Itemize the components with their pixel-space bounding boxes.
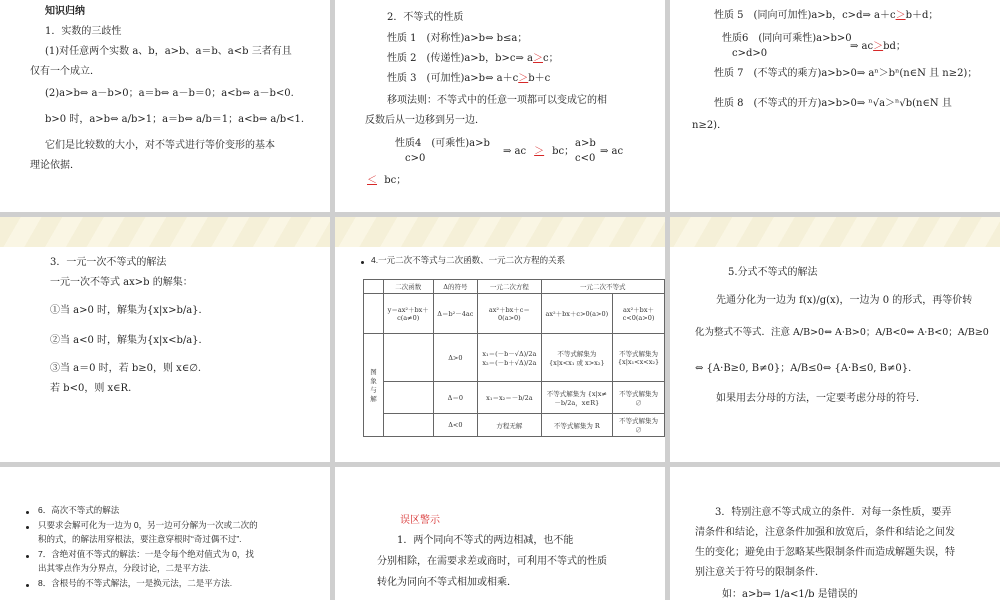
table-cell: 方程无解	[478, 414, 541, 437]
slide-knowledge-summary	[0, 0, 330, 212]
text-line: 仅有一个成立．	[30, 66, 100, 77]
text-line: 性质4 (可乘性)a>b	[395, 138, 490, 149]
text-line	[387, 53, 559, 66]
text-line: ①当 a>0 时，解集为{x|x>b/a}．	[50, 305, 209, 316]
text-line: 先通分化为一边为 f(x)/g(x)，一边为 0 的形式，再等价转	[716, 295, 973, 306]
text-line	[850, 41, 906, 54]
answer-blank: ＞	[534, 146, 545, 157]
list-item-cont: 出其零点作为分界点，分段讨论，二是平方法.	[38, 563, 211, 573]
text-line: 一元一次不等式 ax>b 的解集：	[50, 277, 193, 288]
text-line: c>0	[405, 153, 426, 164]
table-cell: 不等式解集为 {x|x<x₁ 或 x>x₂}	[541, 334, 612, 382]
table-cell: 不等式解集为 {x|x≠－b/2a，x∈R}	[541, 382, 612, 414]
text-line: a>b	[575, 138, 596, 149]
table-cell: 不等式解集为 ∅	[613, 414, 665, 437]
table-cell: 不等式解集为 {x|x₁<x<x₂}	[613, 334, 665, 382]
text-line: b>0 时，a>b⇔ a/b>1；a＝b⇔ a/b＝1；a<b⇔ a/b<1.	[45, 114, 305, 125]
text-part: b＋c	[528, 73, 551, 84]
text-line	[503, 146, 574, 159]
text-line: 3．特别注意不等式成立的条件．对每一条性质，要弄	[715, 507, 952, 518]
text-line: 性质6 (同向可乘性)a>b>0	[722, 33, 852, 44]
text-line: c<0	[575, 153, 596, 164]
table-header: 一元二次不等式	[541, 280, 664, 294]
text-part: bc；	[552, 146, 575, 157]
table-header: 一元二次方程	[478, 280, 541, 294]
text-line: 转化为同向不等式相加或相乘．	[377, 577, 517, 588]
table-cell: x₁＝(－b－√Δ)/2a x₂＝(－b＋√Δ)/2a	[478, 334, 541, 382]
text-line: 1．两个同向不等式的两边相减，也不能	[397, 535, 574, 546]
text-line: 它们是比较数的大小，对不等式进行等价变形的基本	[45, 140, 275, 151]
text-line: 如：a>b⇒ 1/a<1/b 是错误的	[722, 589, 858, 600]
text-line: 若 b<0，则 x∈R.	[50, 383, 132, 394]
slide-higher-order-inequality	[0, 467, 330, 600]
section-title: 知识归纳	[45, 6, 85, 17]
text-line: 性质 7 (不等式的乘方)a>b>0⇒ aⁿ＞bⁿ(n∈N 且 n≥2)；	[714, 68, 978, 79]
text-line: 性质 1 (对称性)a>b⇔ b≤a；	[387, 33, 528, 44]
text-line	[714, 10, 938, 23]
text-line: 别注意关于符号的限制条件．	[695, 567, 825, 578]
section-title: 误区警示	[400, 515, 440, 526]
slide-condition-notes	[670, 467, 1000, 600]
row-label: 图象与解	[364, 334, 384, 437]
slide-inequality-properties-2	[670, 0, 1000, 212]
text-line: 性质 8 (不等式的开方)a>b>0⇒ ⁿ√a＞ⁿ√b(n∈N 且	[714, 98, 952, 109]
text-part: 性质 3 (可加性)a>b⇔ a＋c	[387, 73, 519, 84]
text-line: (1)对任意两个实数 a、b，a>b、a＝b、a<b 三者有且	[45, 46, 292, 57]
bullet-dot	[26, 555, 29, 558]
relation-table	[363, 279, 665, 437]
bullet-dot	[361, 261, 364, 264]
slide-fractional-inequality	[670, 217, 1000, 462]
slide-linear-inequality	[0, 217, 330, 462]
list-item: 7．含绝对值不等式的解法：一是令每个绝对值式为 0，找	[38, 549, 254, 559]
text-line: 3．一元一次不等式的解法	[50, 257, 167, 268]
table-cell	[364, 280, 384, 294]
text-line: c>d>0	[732, 48, 768, 59]
graph-cell	[383, 382, 433, 414]
bullet-dot	[26, 584, 29, 587]
text-line: 2．不等式的性质	[387, 12, 464, 23]
section-title: 4.一元二次不等式与二次函数、一元二次方程的关系	[371, 255, 566, 265]
text-part: 性质 2 (传递性)a>b，b>c⇒ a	[387, 53, 533, 64]
text-part: ⇒ ac	[503, 146, 527, 157]
text-line: n≥2)．	[692, 120, 728, 131]
table-cell: Δ＝0	[433, 382, 478, 414]
table-cell: ax²＋bx＋c＝0(a>0)	[478, 294, 541, 334]
text-line: (2)a>b⇔ a－b>0；a＝b⇔ a－b＝0；a<b⇔ a－b<0.	[45, 88, 294, 99]
slide-inequality-properties	[335, 0, 665, 212]
answer-blank: ＞	[533, 53, 543, 64]
text-line: ③当 a＝0 时，若 b≥0，则 x∈∅.	[50, 363, 202, 374]
text-part: b＋d；	[905, 10, 939, 21]
text-part: bd；	[883, 41, 906, 52]
bullet-dot	[26, 526, 29, 529]
table-header: Δ的符号	[433, 280, 478, 294]
table-cell: Δ<0	[433, 414, 478, 437]
text-line: 5.分式不等式的解法	[728, 267, 818, 278]
table-cell: Δ＝b²－4ac	[433, 294, 478, 334]
text-part: c；	[543, 53, 559, 64]
slide-misconception-warning	[335, 467, 665, 600]
text-line: 清条件和结论，注意条件加强和放宽后，条件和结论之间发	[695, 527, 955, 538]
answer-blank: ＜	[367, 175, 377, 186]
text-line: 移项法则：不等式中的任意一项都可以变成它的相	[387, 95, 607, 106]
table-cell: ax²＋bx＋c>0(a>0)	[541, 294, 612, 334]
table-cell: ax²＋bx＋c<0(a>0)	[613, 294, 665, 334]
text-line: 生的变化；避免由于忽略某些限制条件而造成解题失误，特	[695, 547, 955, 558]
graph-cell	[383, 414, 433, 437]
bullet-dot	[26, 511, 29, 514]
table-header: 二次函数	[383, 280, 433, 294]
text-line: 分别相除，在需要求差或商时，可利用不等式的性质	[377, 556, 607, 567]
text-part: bc；	[384, 175, 407, 186]
text-line: 化为整式不等式．注意 A/B>0⇔ A·B>0；A/B<0⇔ A·B<0；A/B≥0	[695, 327, 989, 338]
table-cell: x₁＝x₂＝－b/2a	[478, 382, 541, 414]
answer-blank: ＞	[518, 73, 529, 84]
table-cell: y＝ax²＋bx＋c(a≠0)	[383, 294, 433, 334]
text-line: 1．实数的三歧性	[45, 26, 122, 37]
table-cell: Δ>0	[433, 334, 478, 382]
text-line: ⇔ {A·B≥0, B≠0}；A/B≤0⇔ {A·B≤0, B≠0}．	[695, 363, 919, 374]
slide-quadratic-relation	[335, 217, 665, 462]
text-line: 理论依据．	[30, 160, 80, 171]
text-line: ②当 a<0 时，解集为{x|x<b/a}．	[50, 335, 209, 346]
text-part: 性质 5 (同向可加性)a>b，c>d⇒ a＋c	[714, 10, 896, 21]
table-cell	[364, 294, 384, 334]
table-cell: 不等式解集为 R	[541, 414, 612, 437]
text-line: 反数后从一边移到另一边．	[365, 115, 485, 126]
list-item: 只要求会解可化为一边为 0，另一边可分解为一次或二次的	[38, 520, 258, 530]
list-item: 8．含根号的不等式解法，一是换元法，二是平方法.	[38, 578, 233, 588]
answer-blank: ＞	[895, 10, 906, 21]
text-line: 如果用去分母的方法，一定要考虑分母的符号．	[716, 393, 926, 404]
text-part: ⇒ ac	[850, 41, 874, 52]
list-item-cont: 积的式，的解法用穿根法，要注意穿根时“奇过偶不过”.	[38, 534, 242, 544]
text-line	[363, 175, 406, 188]
text-line: ⇒ ac	[600, 146, 624, 157]
text-line	[387, 73, 550, 86]
answer-blank: ＞	[873, 41, 884, 52]
table-cell: 不等式解集为 ∅	[613, 382, 665, 414]
graph-cell	[383, 334, 433, 382]
list-item: 6．高次不等式的解法	[38, 505, 120, 515]
